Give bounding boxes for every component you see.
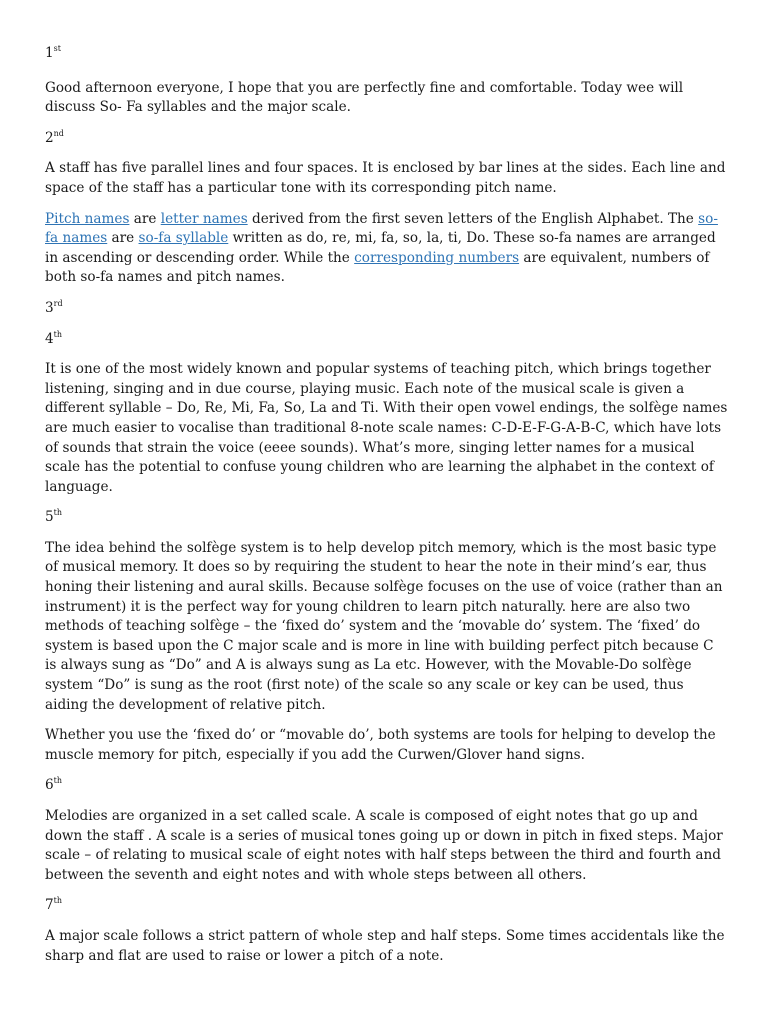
letter-names-link[interactable]: letter names <box>160 210 248 227</box>
pitch-names-paragraph: Pitch names are letter names derived from the first seven letters of the English Alphabet. The so-fa names are so-fa syllable written as do, re, mi, fa, so, la, ti, Do. These so-fa names are arranged in ascending or descending order. While the corresponding numbers are equivalent, numbers of both so-fa names and pitch names. <box>45 210 718 286</box>
section-number-7: 7th <box>45 896 63 914</box>
pitch-names-link[interactable]: Pitch names <box>45 210 130 227</box>
section-number-5: 5th <box>45 508 63 526</box>
major-scale-paragraph: A major scale follows a strict pattern of whole step and half steps. Some times accidentals like the sharp and flat are used to raise or lower a pitch of a note. <box>45 927 725 964</box>
section-number-4: 4th <box>45 329 63 347</box>
staff-paragraph: A staff has five parallel lines and four spaces. It is enclosed by bar lines at the sides. Each line and space of the staff has a particular tone with its corresponding pitch name. <box>45 160 726 196</box>
intro-paragraph: Good afternoon everyone, I hope that you are perfectly fine and comfortable. Today wee will discuss So- Fa syllables and the major scale. <box>45 79 684 116</box>
section-number-1: 1st <box>45 44 61 61</box>
section-number-2: 2nd <box>45 128 64 146</box>
fixed-movable-do-paragraph: Whether you use the ‘fixed do’ or “movable do’, both systems are tools for helping to develop the muscle memory for pitch, especially if you add the Curwen/Glover hand signs. <box>45 727 716 763</box>
solfege-intro-paragraph: It is one of the most widely known and popular systems of teaching pitch, which brings together listening, singing and in due course, playing music. Each note of the musical scale is given a different syllable – Do, Re, Mi, Fa, So, La and Ti. With their open vowel endings, the solfège names are much easier to vocalise than traditional 8-note scale names: C-D-E-F-G-A-B-C, which have lots of sounds that strain the voice (eeee sounds). What’s more, singing letter names for a musical scale has the potential to confuse young children who are learning the alphabet in the context of language. <box>45 361 728 495</box>
so-fa-syllable-link[interactable]: so-fa syllable <box>138 230 229 247</box>
solfege-system-paragraph: The idea behind the solfège system is to help develop pitch memory, which is the most basic type of musical memory. It does so by requiring the student to hear the note in their mind’s ear, thus honing their listening and aural skills. Because solfège focuses on the use of voice (rather than an instrument) it is the perfect way for young children to learn pitch naturally. here are also two methods of teaching solfège – the ‘fixed do’ system and the ‘movable do’ system. The ‘fixed’ do system is based upon the C major scale and is more in line with building perfect pitch because C is always sung as “Do” and A is always sung as La etc. However, with the Movable-Do solfège system “Do” is sung as the root (first note) of the scale so any scale or key can be used, thus aiding the development of relative pitch. <box>45 539 723 713</box>
section-number-6: 6th <box>45 776 63 794</box>
scale-paragraph: Melodies are organized in a set called scale. A scale is composed of eight notes that go up and down the staff . A scale is a series of musical tones going up or down in pitch in fixed steps. Major scale – of relating to musical scale of eight notes with half steps between the third and fourth and between the seventh and eight notes and with whole steps between all others. <box>45 808 723 883</box>
section-number-3: 3rd <box>45 298 63 316</box>
corresponding-numbers-link[interactable]: corresponding numbers <box>354 249 520 266</box>
so-fa-names-link[interactable]: so-fa names <box>45 210 718 247</box>
